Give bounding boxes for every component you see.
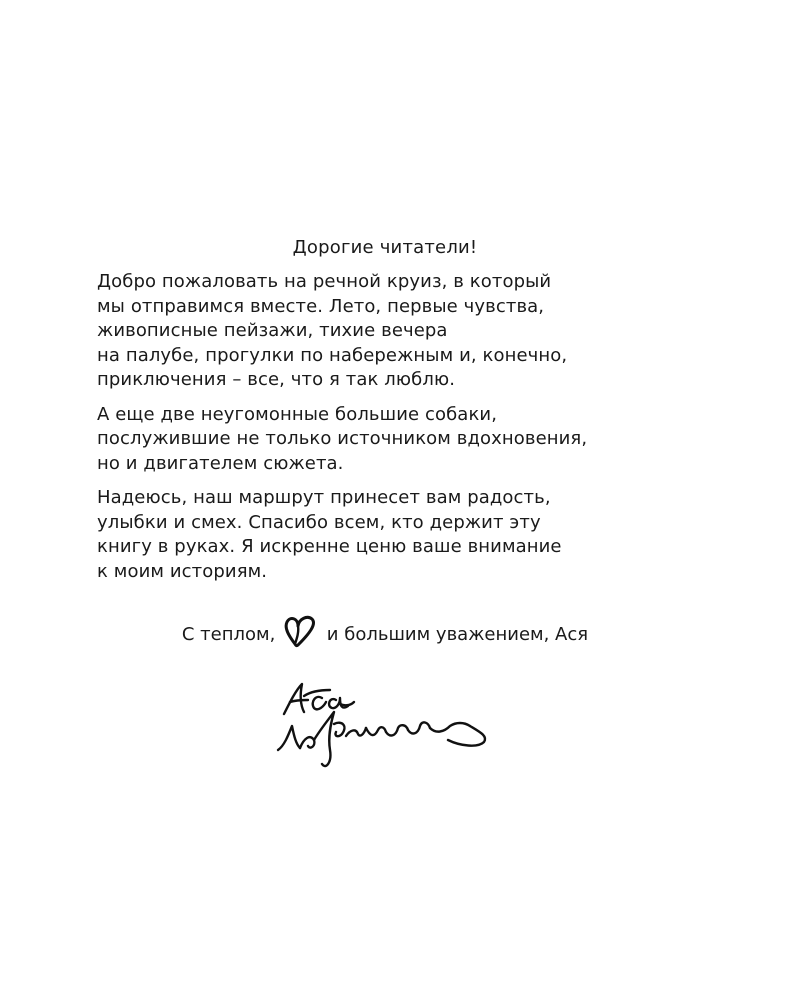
paragraph-1 (97, 270, 697, 393)
paragraph-line: А еще две неугомонные большие собаки, (97, 403, 498, 425)
closing-text-end: и большим уважением, Ася (326, 624, 589, 645)
closing-text-start: С теплом, (181, 624, 276, 645)
paragraph-line: приключения – все, что я так люблю. (97, 369, 456, 390)
paragraph-line: улыбки и смех. Спасибо всем, кто держит эту (97, 511, 541, 533)
paragraph-line: послужившие не только источником вдохновения, (97, 428, 588, 449)
letter-closing (0, 618, 770, 652)
paragraph-line: но и двигателем сюжета. (97, 452, 344, 474)
paragraph-line: Надеюсь, наш маршрут принесет вам радость, (97, 487, 551, 508)
heart-icon (281, 614, 321, 648)
paragraph-line: на палубе, прогулки по набережным и, конечно, (97, 344, 568, 366)
handwritten-signature (270, 676, 500, 776)
letter-greeting: Дорогие читатели! (292, 237, 478, 258)
paragraph-3 (97, 486, 697, 584)
paragraph-line: живописные пейзажи, тихие вечера (97, 320, 448, 341)
paragraph-line: мы отправимся вместе. Лето, первые чувства, (97, 295, 545, 317)
paragraph-line: книгу в руках. Я искренне ценю ваше внимание (97, 536, 562, 557)
paragraph-2 (97, 403, 697, 477)
paragraph-line: к моим историям. (97, 560, 268, 582)
letter-body (97, 270, 697, 594)
paragraph-line: Добро пожаловать на речной круиз, в который (97, 271, 552, 292)
